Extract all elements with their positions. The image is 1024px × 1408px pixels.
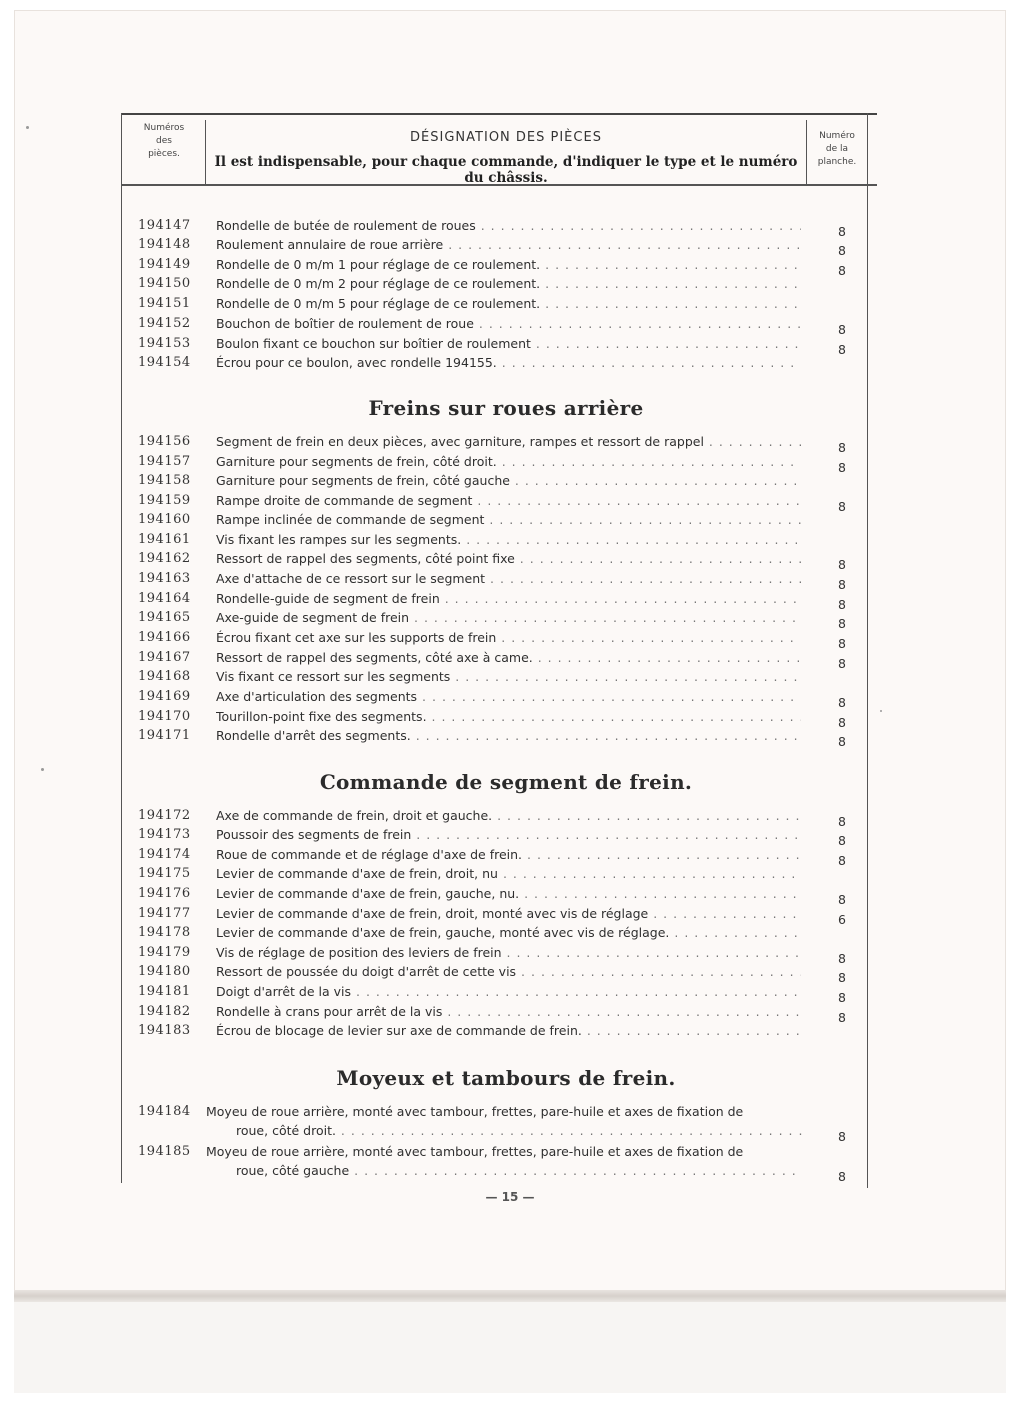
table-row (130, 294, 860, 313)
part-description: Bouchon de boîtier de roulement de roue . . (216, 314, 801, 333)
table-row (130, 569, 860, 592)
part-number: 194185 (138, 1144, 191, 1159)
part-number: 194173 (138, 827, 191, 842)
part-number: 194161 (138, 532, 191, 547)
part-description: Boulon fixant ce bouchon sur boîtier de roulement . . (216, 334, 801, 353)
part-number: 194176 (138, 886, 191, 901)
part-number: 194184 (138, 1104, 191, 1119)
part-number: 194183 (138, 1023, 191, 1038)
scan-speck (880, 710, 882, 712)
part-description: Axe-guide de segment de frein . . (216, 608, 801, 627)
table-row (130, 667, 860, 686)
part-description: Segment de frein en deux pièces, avec garniture, rampes et ressort de rappel . . (216, 432, 801, 451)
part-number: 194169 (138, 689, 191, 704)
part-description: Levier de commande d'axe de frein, gauche, nu. . . (216, 884, 801, 903)
table-row (130, 471, 860, 490)
part-description: Ressort de poussée du doigt d'arrêt de cette vis . . (216, 962, 801, 981)
part-description: Rampe inclinée de commande de segment . . (216, 510, 801, 529)
plate-number: 8 (838, 322, 846, 337)
table-row (130, 216, 860, 239)
plate-number: 8 (838, 695, 846, 710)
part-number: 194154 (138, 355, 191, 370)
part-description: Levier de commande d'axe de frein, droit, monté avec vis de réglage . . (216, 904, 801, 923)
plate-number: 8 (838, 460, 846, 475)
part-description: Rondelle de 0 m/m 5 pour réglage de ce roulement. . . (216, 294, 801, 313)
plate-number: 8 (838, 990, 846, 1005)
table-right-border (867, 113, 868, 1188)
part-number: 194167 (138, 650, 191, 665)
part-number: 194158 (138, 473, 191, 488)
part-number: 194174 (138, 847, 191, 862)
part-description: Garniture pour segments de frein, côté gauche . . (216, 471, 801, 490)
part-number: 194160 (138, 512, 191, 527)
plate-number: 8 (838, 263, 846, 278)
plate-number: 8 (838, 814, 846, 829)
part-description-line1: Moyeu de roue arrière, monté avec tambour, frettes, pare-huile et axes de fixation de (206, 1144, 744, 1159)
part-description: Vis fixant les rampes sur les segments. . . (216, 530, 801, 549)
part-number: 194171 (138, 728, 191, 743)
part-description: Garniture pour segments de frein, côté droit. . . (216, 452, 801, 471)
part-number: 194175 (138, 866, 191, 881)
part-description: Tourillon-point fixe des segments. . . (216, 707, 801, 726)
table-row (130, 608, 860, 631)
part-number: 194151 (138, 296, 191, 311)
table-left-border (121, 113, 122, 1183)
part-number: 194181 (138, 984, 191, 999)
part-description-line1: Moyeu de roue arrière, monté avec tambour, frettes, pare-huile et axes de fixation de (206, 1104, 744, 1119)
part-description: Rondelle-guide de segment de frein . . (216, 589, 801, 608)
part-number: 194172 (138, 808, 191, 823)
part-description: Roulement annulaire de roue arrière . . (216, 235, 801, 254)
table-row (130, 432, 860, 455)
table-row (130, 235, 860, 258)
table-row (130, 274, 860, 293)
part-number: 194178 (138, 925, 191, 940)
plate-number: 8 (838, 656, 846, 671)
part-number: 194168 (138, 669, 191, 684)
section-title-rear-brakes: Freins sur roues arrière (368, 396, 644, 420)
table-row (130, 943, 860, 966)
plate-number: 8 (838, 1169, 846, 1184)
scan-speck (26, 126, 29, 129)
plate-number: 8 (838, 557, 846, 572)
column-header-plate-number: Numéro de la planche. (817, 131, 857, 167)
part-number: 194170 (138, 709, 191, 724)
part-number: 194156 (138, 434, 191, 449)
plate-number: 8 (838, 951, 846, 966)
table-row (130, 962, 860, 985)
plate-number: 8 (838, 636, 846, 651)
part-number: 194149 (138, 257, 191, 272)
column-header-designation: DÉSIGNATION DES PIÈCES (410, 130, 602, 145)
scan-speck (41, 768, 44, 771)
plate-number: 8 (838, 499, 846, 514)
table-row (130, 726, 860, 749)
part-description: Écrou de blocage de levier sur axe de commande de frein. . . (216, 1021, 801, 1040)
table-row (130, 589, 860, 612)
header-divider-right (806, 120, 807, 185)
column-header-part-numbers: Numéros des pièces. (143, 123, 185, 159)
part-number: 194157 (138, 454, 191, 469)
page-number: — 15 — (485, 1190, 535, 1204)
plate-number: 8 (838, 892, 846, 907)
section-title-brake-control: Commande de segment de frein. (319, 770, 693, 794)
part-description: Rondelle de 0 m/m 1 pour réglage de ce roulement. . . (216, 255, 801, 274)
part-description: Levier de commande d'axe de frein, gauche, monté avec vis de réglage. . . (216, 923, 801, 942)
part-number: 194162 (138, 551, 191, 566)
table-row (130, 353, 860, 372)
part-description: Écrou fixant cet axe sur les supports de frein . . (216, 628, 801, 647)
part-description: Écrou pour ce boulon, avec rondelle 194155. . . (216, 353, 801, 372)
plate-number: 8 (838, 715, 846, 730)
part-number: 194147 (138, 218, 191, 233)
part-number: 194177 (138, 906, 191, 921)
table-row (130, 982, 860, 1005)
table-row (130, 864, 860, 883)
part-number: 194148 (138, 237, 191, 252)
plate-number: 8 (838, 833, 846, 848)
part-number: 194164 (138, 591, 191, 606)
part-description: Rondelle à crans pour arrêt de la vis . . (216, 1002, 801, 1021)
table-row (130, 648, 860, 671)
part-number: 194152 (138, 316, 191, 331)
part-number: 194182 (138, 1004, 191, 1019)
part-number: 194159 (138, 493, 191, 508)
part-description: Axe d'attache de ce ressort sur le segment . . (216, 569, 801, 588)
table-row (130, 707, 860, 730)
table-row (130, 491, 860, 514)
page-fold (14, 1290, 1006, 1302)
part-description: Doigt d'arrêt de la vis . . (216, 982, 801, 1001)
part-number: 194180 (138, 964, 191, 979)
table-top-border (121, 113, 877, 115)
part-number: 194150 (138, 276, 191, 291)
part-number: 194166 (138, 630, 191, 645)
plate-number: 8 (838, 1129, 846, 1144)
part-number: 194153 (138, 336, 191, 351)
table-row (130, 1002, 860, 1025)
part-description: Levier de commande d'axe de frein, droit, nu . . (216, 864, 801, 883)
part-description: Roue de commande et de réglage d'axe de frein. . . (216, 845, 801, 864)
table-row (130, 1021, 860, 1040)
part-description: Rondelle de 0 m/m 2 pour réglage de ce roulement. . . (216, 274, 801, 293)
table-row (130, 845, 860, 868)
plate-number: 8 (838, 1010, 846, 1025)
table-row (130, 1142, 860, 1184)
table-row (130, 314, 860, 337)
plate-number: 8 (838, 853, 846, 868)
table-row (130, 549, 860, 572)
table-row (130, 923, 860, 942)
table-row (130, 806, 860, 829)
part-description: Rondelle d'arrêt des segments. . . (216, 726, 801, 745)
plate-number: 8 (838, 616, 846, 631)
plate-number: 8 (838, 597, 846, 612)
table-row (130, 452, 860, 475)
plate-number: 8 (838, 970, 846, 985)
part-description: Axe de commande de frein, droit et gauche. . . (216, 806, 801, 825)
table-row (130, 687, 860, 710)
part-description: Rampe droite de commande de segment . . (216, 491, 801, 510)
part-description-line2: roue, côté droit. . . (236, 1121, 802, 1140)
table-row (130, 530, 860, 549)
part-description: Ressort de rappel des segments, côté point fixe . . (216, 549, 801, 568)
plate-number: 8 (838, 577, 846, 592)
part-number: 194163 (138, 571, 191, 586)
part-description: Rondelle de butée de roulement de roues . . (216, 216, 801, 235)
table-row (130, 510, 860, 529)
section-title-hubs-drums: Moyeux et tambours de frein. (336, 1066, 676, 1090)
plate-number: 8 (838, 243, 846, 258)
part-number: 194165 (138, 610, 191, 625)
part-description-line2: roue, côté gauche . . (236, 1161, 802, 1180)
part-description: Poussoir des segments de frein . . (216, 825, 801, 844)
plate-number: 8 (838, 224, 846, 239)
part-number: 194179 (138, 945, 191, 960)
table-row (130, 628, 860, 651)
table-row (130, 334, 860, 357)
part-description: Axe d'articulation des segments . . (216, 687, 801, 706)
plate-number: 8 (838, 440, 846, 455)
ordering-instruction: Il est indispensable, pour chaque commande, d'indiquer le type et le numéro du châssis. (214, 154, 798, 186)
table-row (130, 884, 860, 907)
plate-number: 8 (838, 342, 846, 357)
part-description: Vis fixant ce ressort sur les segments . . (216, 667, 801, 686)
table-row (130, 904, 860, 927)
plate-number: 8 (838, 734, 846, 749)
table-row (130, 255, 860, 278)
table-row (130, 1102, 860, 1144)
part-description: Vis de réglage de position des leviers de frein . . (216, 943, 801, 962)
page-bottom-margin (14, 1302, 1006, 1393)
plate-number: 6 (838, 912, 846, 927)
part-description: Ressort de rappel des segments, côté axe à came. . . (216, 648, 801, 667)
table-row (130, 825, 860, 848)
